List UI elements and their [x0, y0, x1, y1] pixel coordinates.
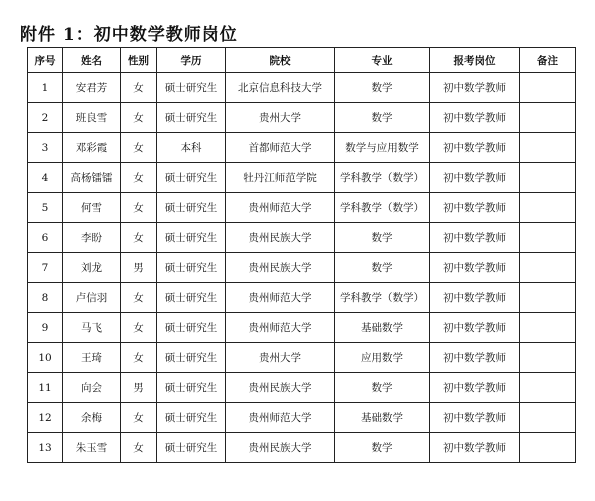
- cell-index: 7: [28, 253, 63, 283]
- cell-remarks: [520, 73, 576, 103]
- cell-name: 何雪: [63, 193, 121, 223]
- cell-position: 初中数学教师: [430, 283, 520, 313]
- cell-school: 贵州师范大学: [226, 193, 335, 223]
- cell-remarks: [520, 223, 576, 253]
- cell-index: 9: [28, 313, 63, 343]
- cell-name: 马飞: [63, 313, 121, 343]
- cell-position: 初中数学教师: [430, 343, 520, 373]
- cell-position: 初中数学教师: [430, 193, 520, 223]
- cell-name: 卢信羽: [63, 283, 121, 313]
- column-header-index: 序号: [28, 48, 63, 73]
- cell-position: 初中数学教师: [430, 73, 520, 103]
- cell-index: 8: [28, 283, 63, 313]
- cell-index: 3: [28, 133, 63, 163]
- cell-remarks: [520, 103, 576, 133]
- cell-gender: 女: [121, 283, 157, 313]
- cell-remarks: [520, 433, 576, 463]
- cell-position: 初中数学教师: [430, 313, 520, 343]
- cell-degree: 硕士研究生: [157, 403, 226, 433]
- cell-degree: 硕士研究生: [157, 223, 226, 253]
- cell-school: 贵州民族大学: [226, 433, 335, 463]
- column-header-degree: 学历: [157, 48, 226, 73]
- cell-major: 数学: [335, 373, 430, 403]
- cell-major: 应用数学: [335, 343, 430, 373]
- cell-major: 数学: [335, 433, 430, 463]
- cell-position: 初中数学教师: [430, 223, 520, 253]
- cell-name: 安君芳: [63, 73, 121, 103]
- table-row: [28, 163, 576, 193]
- cell-gender: 女: [121, 103, 157, 133]
- table-row: [28, 73, 576, 103]
- cell-school: 贵州师范大学: [226, 403, 335, 433]
- cell-position: 初中数学教师: [430, 373, 520, 403]
- cell-remarks: [520, 253, 576, 283]
- cell-gender: 女: [121, 223, 157, 253]
- cell-gender: 女: [121, 133, 157, 163]
- cell-position: 初中数学教师: [430, 403, 520, 433]
- cell-index: 1: [28, 73, 63, 103]
- cell-name: 李盼: [63, 223, 121, 253]
- cell-position: 初中数学教师: [430, 253, 520, 283]
- table-row: [28, 343, 576, 373]
- table-row: [28, 133, 576, 163]
- cell-school: 贵州民族大学: [226, 253, 335, 283]
- cell-name: 刘龙: [63, 253, 121, 283]
- cell-remarks: [520, 313, 576, 343]
- cell-position: 初中数学教师: [430, 163, 520, 193]
- cell-remarks: [520, 193, 576, 223]
- candidate-table: [27, 47, 576, 463]
- table-row: [28, 373, 576, 403]
- cell-remarks: [520, 403, 576, 433]
- cell-school: 贵州民族大学: [226, 223, 335, 253]
- cell-index: 4: [28, 163, 63, 193]
- column-header-school: 院校: [226, 48, 335, 73]
- cell-name: 王琦: [63, 343, 121, 373]
- cell-index: 13: [28, 433, 63, 463]
- cell-major: 学科教学（数学）: [335, 163, 430, 193]
- cell-major: 数学: [335, 103, 430, 133]
- document-title: 附件 1：初中数学教师岗位: [20, 25, 238, 45]
- cell-degree: 硕士研究生: [157, 103, 226, 133]
- cell-degree: 硕士研究生: [157, 313, 226, 343]
- cell-degree: 硕士研究生: [157, 193, 226, 223]
- cell-remarks: [520, 373, 576, 403]
- cell-remarks: [520, 163, 576, 193]
- cell-gender: 女: [121, 163, 157, 193]
- cell-school: 贵州大学: [226, 343, 335, 373]
- cell-major: 数学: [335, 253, 430, 283]
- cell-school: 北京信息科技大学: [226, 73, 335, 103]
- table-row: [28, 223, 576, 253]
- cell-major: 数学与应用数学: [335, 133, 430, 163]
- cell-major: 学科教学（数学）: [335, 283, 430, 313]
- cell-degree: 硕士研究生: [157, 73, 226, 103]
- cell-name: 高杨镭镭: [63, 163, 121, 193]
- cell-school: 贵州师范大学: [226, 283, 335, 313]
- table-row: [28, 103, 576, 133]
- column-header-remarks: 备注: [520, 48, 576, 73]
- cell-gender: 女: [121, 343, 157, 373]
- table-body: [28, 73, 576, 463]
- cell-gender: 女: [121, 433, 157, 463]
- cell-degree: 硕士研究生: [157, 433, 226, 463]
- cell-school: 贵州师范大学: [226, 313, 335, 343]
- cell-name: 向会: [63, 373, 121, 403]
- cell-position: 初中数学教师: [430, 103, 520, 133]
- table-row: [28, 433, 576, 463]
- table-row: [28, 313, 576, 343]
- cell-index: 12: [28, 403, 63, 433]
- cell-degree: 本科: [157, 133, 226, 163]
- table-row: [28, 403, 576, 433]
- cell-major: 基础数学: [335, 403, 430, 433]
- cell-school: 首都师范大学: [226, 133, 335, 163]
- cell-position: 初中数学教师: [430, 433, 520, 463]
- cell-gender: 男: [121, 253, 157, 283]
- cell-degree: 硕士研究生: [157, 253, 226, 283]
- column-header-name: 姓名: [63, 48, 121, 73]
- cell-gender: 女: [121, 73, 157, 103]
- cell-gender: 女: [121, 193, 157, 223]
- cell-major: 基础数学: [335, 313, 430, 343]
- cell-index: 11: [28, 373, 63, 403]
- cell-index: 10: [28, 343, 63, 373]
- cell-gender: 女: [121, 313, 157, 343]
- cell-index: 2: [28, 103, 63, 133]
- cell-remarks: [520, 283, 576, 313]
- column-header-major: 专业: [335, 48, 430, 73]
- cell-index: 5: [28, 193, 63, 223]
- cell-index: 6: [28, 223, 63, 253]
- cell-school: 贵州大学: [226, 103, 335, 133]
- cell-name: 班良雪: [63, 103, 121, 133]
- cell-degree: 硕士研究生: [157, 163, 226, 193]
- cell-remarks: [520, 133, 576, 163]
- cell-degree: 硕士研究生: [157, 373, 226, 403]
- table-row: [28, 283, 576, 313]
- cell-name: 朱玉雪: [63, 433, 121, 463]
- column-header-position: 报考岗位: [430, 48, 520, 73]
- cell-school: 牡丹江师范学院: [226, 163, 335, 193]
- cell-position: 初中数学教师: [430, 133, 520, 163]
- cell-major: 学科教学（数学）: [335, 193, 430, 223]
- table-row: [28, 253, 576, 283]
- cell-name: 余梅: [63, 403, 121, 433]
- cell-major: 数学: [335, 223, 430, 253]
- header-row: [28, 48, 576, 73]
- cell-remarks: [520, 343, 576, 373]
- cell-degree: 硕士研究生: [157, 343, 226, 373]
- cell-name: 邓彩霞: [63, 133, 121, 163]
- table-row: [28, 193, 576, 223]
- cell-school: 贵州民族大学: [226, 373, 335, 403]
- cell-degree: 硕士研究生: [157, 283, 226, 313]
- cell-gender: 女: [121, 403, 157, 433]
- cell-major: 数学: [335, 73, 430, 103]
- cell-gender: 男: [121, 373, 157, 403]
- column-header-gender: 性别: [121, 48, 157, 73]
